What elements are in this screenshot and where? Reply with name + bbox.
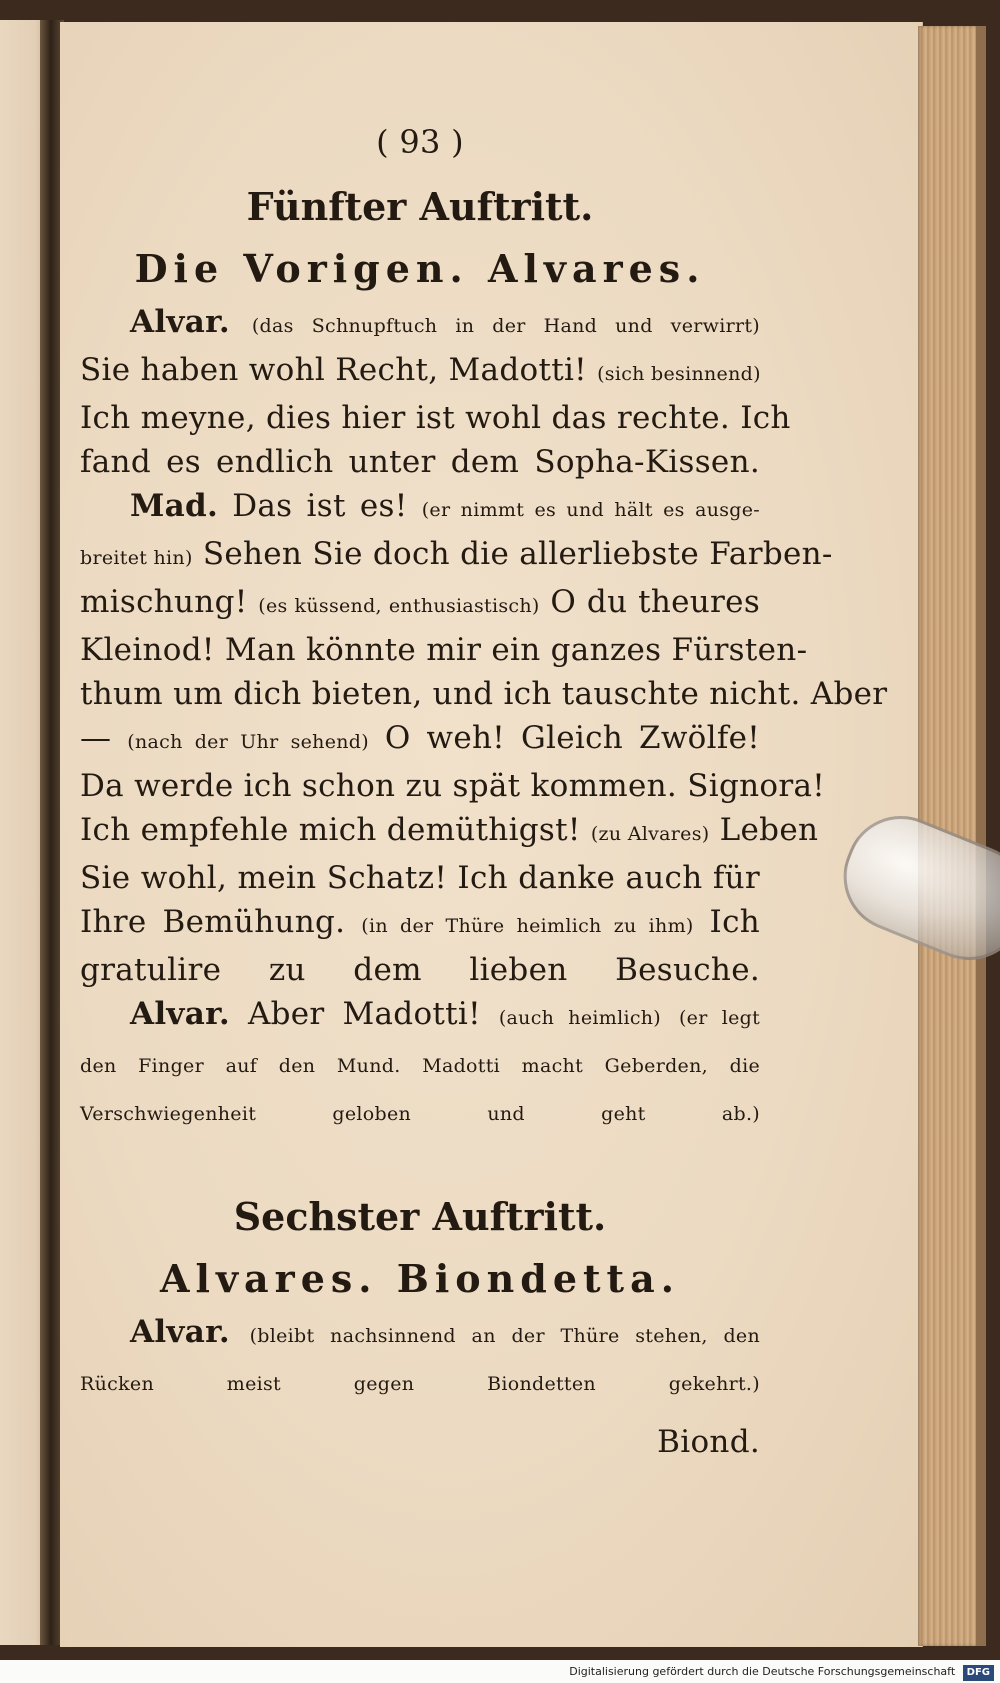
dialogue-text: mischung! [80, 584, 248, 620]
dialogue-text: Sehen Sie doch die allerliebste Farben- [202, 536, 833, 572]
stage-direction: (bleibt nachsinnend an der Thüre stehen, den [249, 1325, 761, 1347]
dialogue-text: Ich empfehle mich demüthigst! [80, 812, 581, 848]
dialogue-text: Aber Madotti! [247, 996, 481, 1032]
dialogue-text: Sie wohl, mein Schatz! Ich danke auch für [80, 860, 760, 896]
stage-direction: (es küssend, enthusiastisch) [258, 595, 540, 617]
catchword: Biond. [657, 1424, 760, 1460]
dialogue-text: Kleinod! Man könnte mir ein ganzes Fürsten- [80, 632, 808, 668]
speaker-name: Alvar. [130, 1314, 231, 1350]
stage-direction: (er legt [678, 1007, 761, 1029]
dialogue-text: Leben [719, 812, 819, 848]
stage-direction: (sich besinnend) [597, 363, 761, 385]
text-line [80, 764, 825, 808]
stage-direction: (er nimmt es und hält es ausge- [421, 499, 761, 521]
text-line [80, 300, 760, 348]
stage-direction: Verschwiegenheit geloben und geht ab.) [80, 1103, 760, 1125]
scene-5-text [80, 300, 888, 1136]
text-line [80, 484, 760, 532]
dialogue-text: Das ist es! [232, 488, 408, 524]
text-line [80, 856, 760, 900]
dialogue-text: O weh! Gleich Zwölfe! [384, 720, 761, 756]
stage-direction: (das Schnupftuch in der Hand und verwirrt) [251, 315, 760, 337]
dialogue-text: Ihre Bemühung. [80, 904, 346, 940]
stage-direction: (zu Alvares) [590, 823, 710, 845]
text-line [80, 808, 819, 856]
text-line [80, 580, 760, 628]
text-line [80, 1310, 760, 1358]
dialogue-text: O du theures [550, 584, 761, 620]
scene-6-text [80, 1310, 760, 1406]
stage-direction: (auch heimlich) [498, 1007, 662, 1029]
dialogue-text: fand es endlich unter dem Sopha-Kissen. [80, 444, 760, 480]
text-line [80, 628, 808, 672]
footer-credit: Digitalisierung gefördert durch die Deutsche Forschungsgemeinschaft [569, 1665, 956, 1678]
text-line [80, 1358, 760, 1406]
dialogue-text: gratulire zu dem lieben Besuche. [80, 952, 760, 988]
text-line [80, 900, 760, 948]
footer [0, 1660, 1000, 1683]
dfg-logo: DFG [963, 1665, 994, 1681]
text-line [80, 1040, 760, 1088]
text-line [80, 440, 760, 484]
text-line [80, 348, 760, 396]
text-line [80, 672, 888, 716]
stage-direction: breitet hin) [80, 547, 193, 569]
speaker-name: Alvar. [130, 996, 231, 1032]
text-line [80, 1088, 760, 1136]
book-cover-edge [976, 26, 986, 1646]
dialogue-text: Ich meyne, dies hier ist wohl das rechte. Ich [80, 400, 791, 436]
scene-personae-6: Alvares. Biondetta. [160, 1256, 680, 1301]
speaker-name: Alvar. [130, 304, 231, 340]
scene-heading-6: Sechster Auftritt. [233, 1194, 607, 1239]
dialogue-text: — [80, 720, 112, 756]
stage-direction: (nach der Uhr sehend) [127, 731, 369, 753]
text-line [80, 948, 760, 992]
dialogue-text: Ich [709, 904, 761, 940]
stage-direction: Rücken meist gegen Biondetten gekehrt.) [80, 1373, 760, 1395]
dialogue-text: thum um dich bieten, und ich tauschte nicht. Aber [80, 676, 888, 712]
dialogue-text: Da werde ich schon zu spät kommen. Signora! [80, 768, 825, 804]
stage-direction: (in der Thüre heimlich zu ihm) [361, 915, 694, 937]
scene-heading-5: Fünfter Auftritt. [246, 184, 594, 229]
text-line [80, 716, 760, 764]
page-text [80, 120, 888, 1464]
page-number: ( 93 ) [376, 123, 464, 161]
text-line [80, 992, 760, 1040]
text-line [80, 396, 791, 440]
dialogue-text: Sie haben wohl Recht, Madotti! [80, 352, 587, 388]
text-line [80, 532, 833, 580]
scene-personae-5: Die Vorigen. Alvares. [134, 246, 706, 291]
speaker-name: Mad. [130, 488, 219, 524]
stage-direction: den Finger auf den Mund. Madotti macht Geberden, die [80, 1055, 760, 1077]
